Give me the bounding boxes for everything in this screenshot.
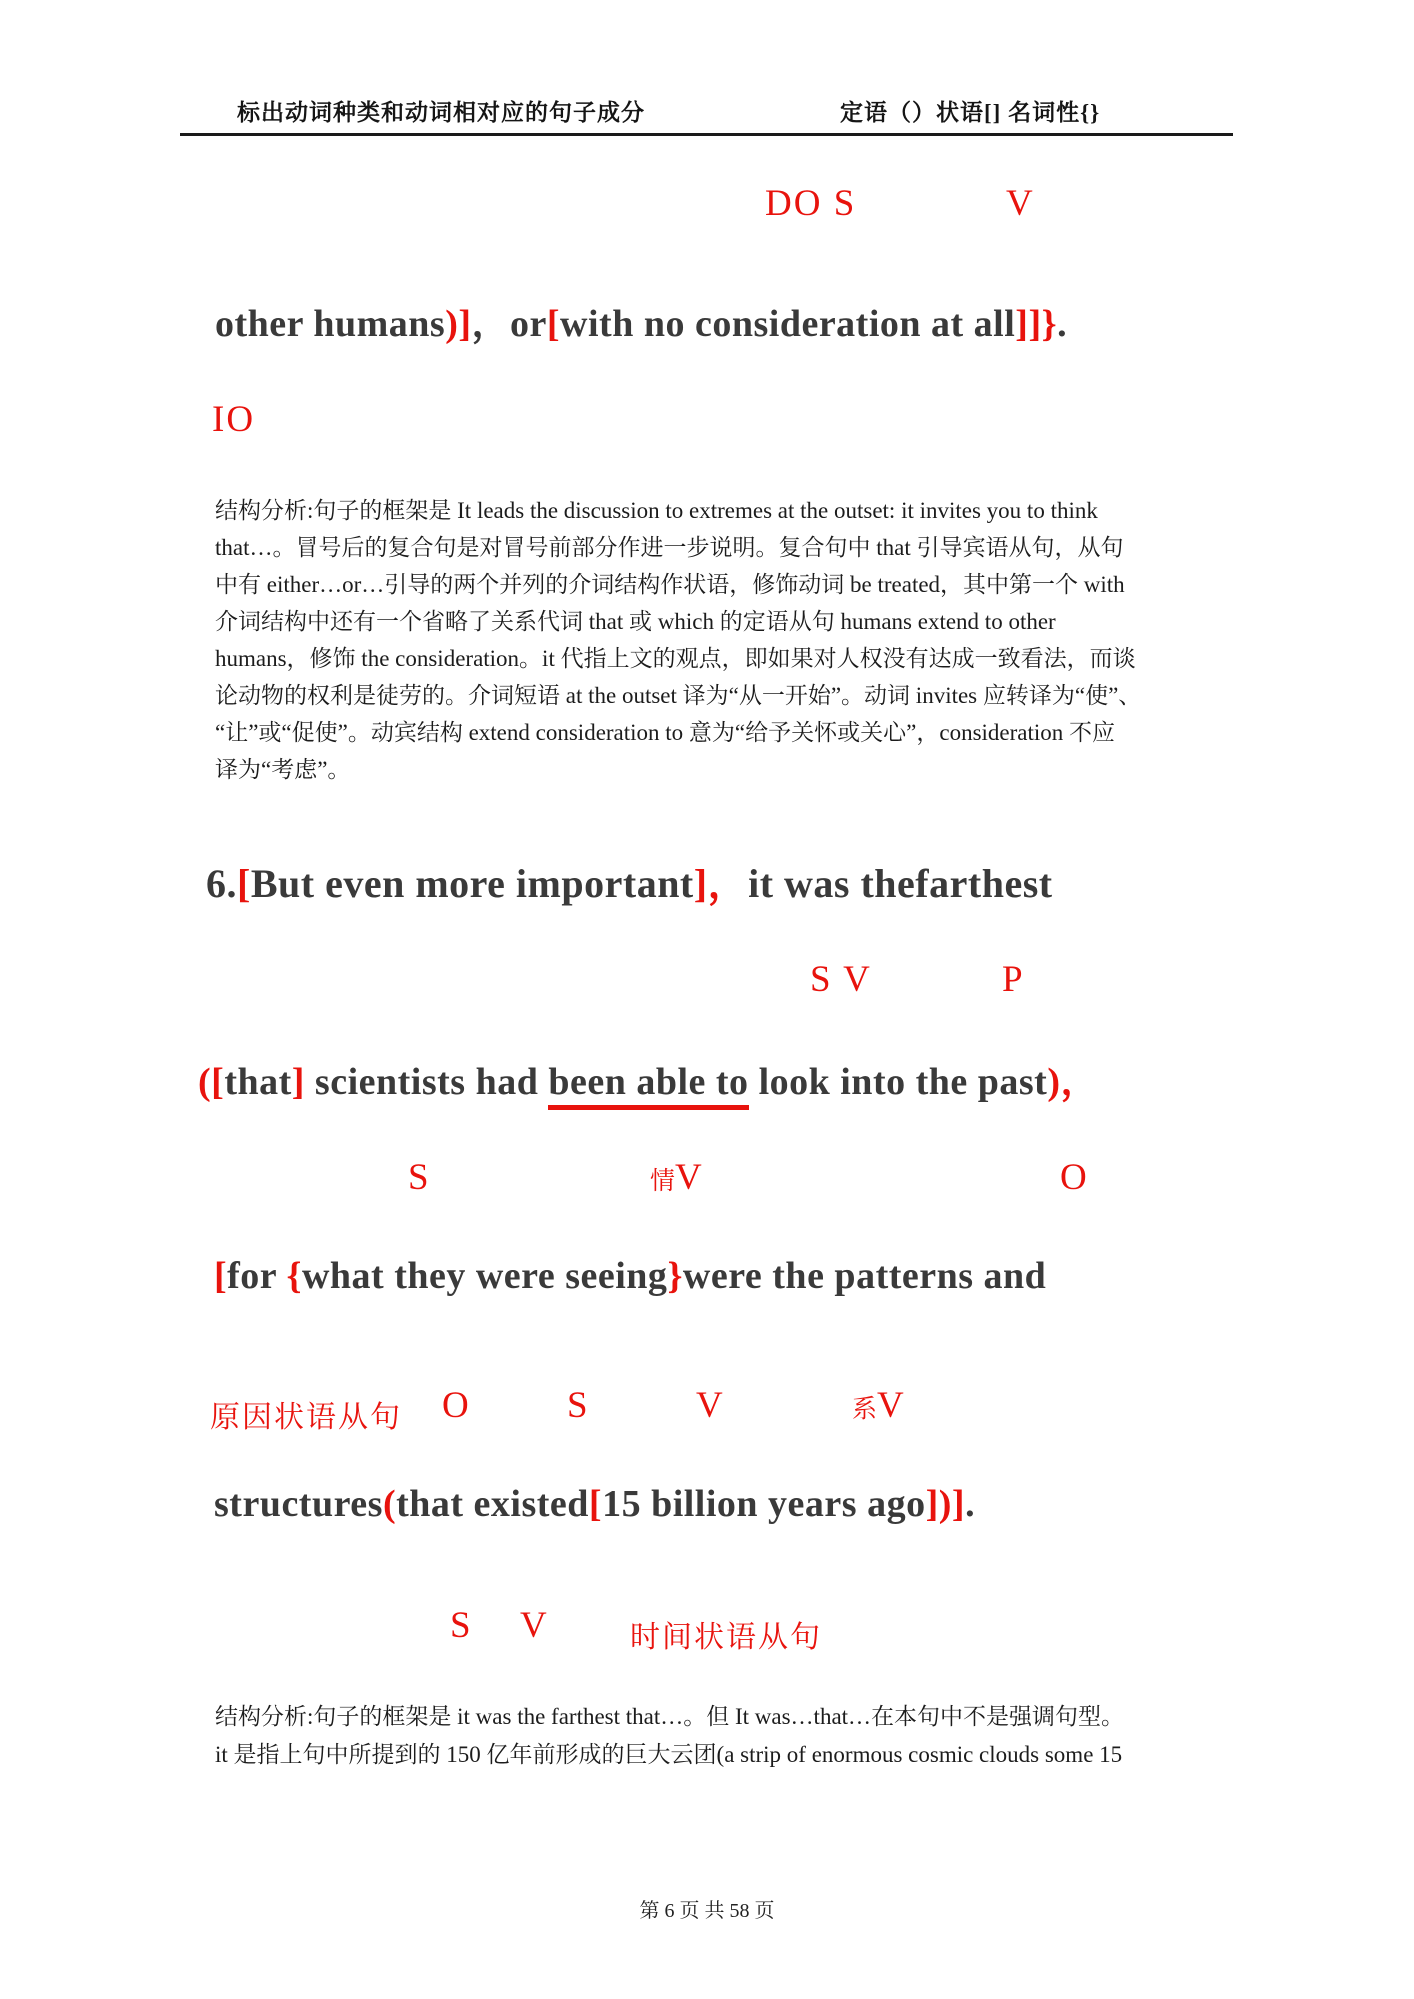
sentence-segment: for [227, 1255, 287, 1297]
annotation-v: V [696, 1385, 725, 1426]
bracket-segment: ] [291, 1061, 305, 1103]
analysis-line: “让”或“促使”。动宾结构 extend consideration to 意为“给予关怀或关心”，consideration 不应 [215, 720, 1116, 745]
sentence-segment: what they were seeing [301, 1255, 668, 1297]
annotation-qing: 情 [650, 1168, 676, 1195]
annotation-do-s: DO S [765, 183, 857, 224]
annotation-o: O [1060, 1157, 1089, 1198]
header-right-legend: 定语（）状语[] 名词性{} [840, 100, 1101, 125]
header-divider [180, 133, 1233, 136]
annotation-s: S [408, 1157, 431, 1198]
comma-segment: ， [707, 861, 749, 906]
sentence-segment: it was thefarthest [748, 861, 1053, 906]
annotation-p: P [1002, 959, 1025, 1000]
analysis-line: 结构分析:句子的框架是 it was the farthest that…。但 It was…that…在本句中不是强调句型。 [215, 1704, 1125, 1729]
annotation-o: O [442, 1385, 471, 1426]
analysis-line: 译为“考虑”。 [215, 757, 351, 782]
sentence-segment: structures [214, 1483, 383, 1525]
sentence-segment: other humans [215, 303, 446, 345]
annotation-v: V [877, 1385, 906, 1426]
page-number-footer: 第 6 页 共 58 页 [639, 1900, 775, 1922]
annotation-qing-v [650, 1156, 704, 1199]
sentence-segment: scientists had [304, 1061, 549, 1103]
sentence-number: 6. [206, 861, 237, 906]
annotation-s: S [450, 1605, 473, 1646]
clause-line-structures [214, 1482, 975, 1526]
sentence-segment: that [224, 1061, 292, 1103]
sentence-segment: were the patterns and [682, 1255, 1047, 1297]
underlined-segment: been able to [548, 1061, 748, 1110]
annotation-s: S [567, 1385, 590, 1426]
analysis-line: 介词结构中还有一个省略了关系代词 that 或 which 的定语从句 humans extend to other [215, 609, 1056, 634]
sentence-segment: or [510, 303, 547, 345]
annotation-xi: 系 [852, 1396, 878, 1423]
analysis-line: 中有 either…or…引导的两个并列的介词结构作状语，修饰动词 be treated，其中第一个 with [215, 572, 1125, 597]
annotation-time-clause-label: 时间状语从句 [630, 1621, 822, 1654]
annotation-v: V [520, 1605, 549, 1646]
bracket-segment: )] [445, 303, 472, 345]
analysis-paragraph-2 [215, 1698, 1124, 1774]
bracket-segment: ])] [925, 1483, 966, 1525]
sentence-segment: . [965, 1483, 976, 1525]
annotation-xi-v [852, 1384, 906, 1427]
sentence-6-heading [206, 852, 1053, 909]
analysis-line: 结构分析:句子的框架是 It leads the discussion to extremes at the outset: it invites you to think [215, 498, 1098, 523]
analysis-line: 论动物的权利是徒劳的。介词短语 at the outset 译为“从一开始”。动词 invites 应转译为“使”、 [215, 683, 1142, 708]
analysis-line: that…。冒号后的复合句是对冒号前部分作进一步说明。复合句中 that 引导宾语从句，从句 [215, 535, 1124, 560]
bracket-segment: ( [382, 1483, 397, 1525]
bracket-segment: [ [214, 1255, 228, 1297]
sentence-continuation-line [215, 292, 1067, 347]
sentence-segment: . [1057, 303, 1068, 345]
sentence-segment: 15 billion years ago [602, 1483, 926, 1525]
annotation-reason-clause-label: 原因状语从句 [210, 1401, 402, 1434]
annotation-v: V [1006, 183, 1035, 224]
annotation-s-v: S V [810, 959, 872, 1000]
sentence-segment: But even more important [250, 861, 694, 906]
analysis-line: it 是指上句中所提到的 150 亿年前形成的巨大云团(a strip of enormous cosmic clouds some 15 [215, 1742, 1123, 1767]
sentence-segment: ， [471, 303, 511, 345]
sentence-segment: that existed [396, 1483, 589, 1525]
analysis-line: humans，修饰 the consideration。it 代指上文的观点，即如果对人权没有达成一致看法，而谈 [215, 646, 1136, 671]
annotation-v: V [675, 1157, 704, 1198]
header-left-title: 标出动词种类和动词相对应的句子成分 [237, 100, 645, 125]
bracket-segment: ]]} [1015, 303, 1058, 345]
bracket-segment: [ [237, 861, 251, 906]
clause-line-for [214, 1254, 1046, 1298]
bracket-segment: ] [693, 861, 708, 906]
bracket-segment: { [286, 1255, 302, 1297]
bracket-segment: [ [546, 303, 561, 345]
sentence-segment: with no consideration at all [560, 303, 1016, 345]
sentence-segment: look into the past [748, 1061, 1048, 1103]
analysis-paragraph-1 [215, 492, 1141, 788]
bracket-segment: } [667, 1255, 683, 1297]
bracket-segment: [ [588, 1483, 603, 1525]
annotation-io: IO [212, 399, 256, 440]
clause-line-that [198, 1050, 1099, 1105]
bracket-segment: ([ [198, 1061, 225, 1103]
bracket-segment: )， [1047, 1061, 1099, 1103]
